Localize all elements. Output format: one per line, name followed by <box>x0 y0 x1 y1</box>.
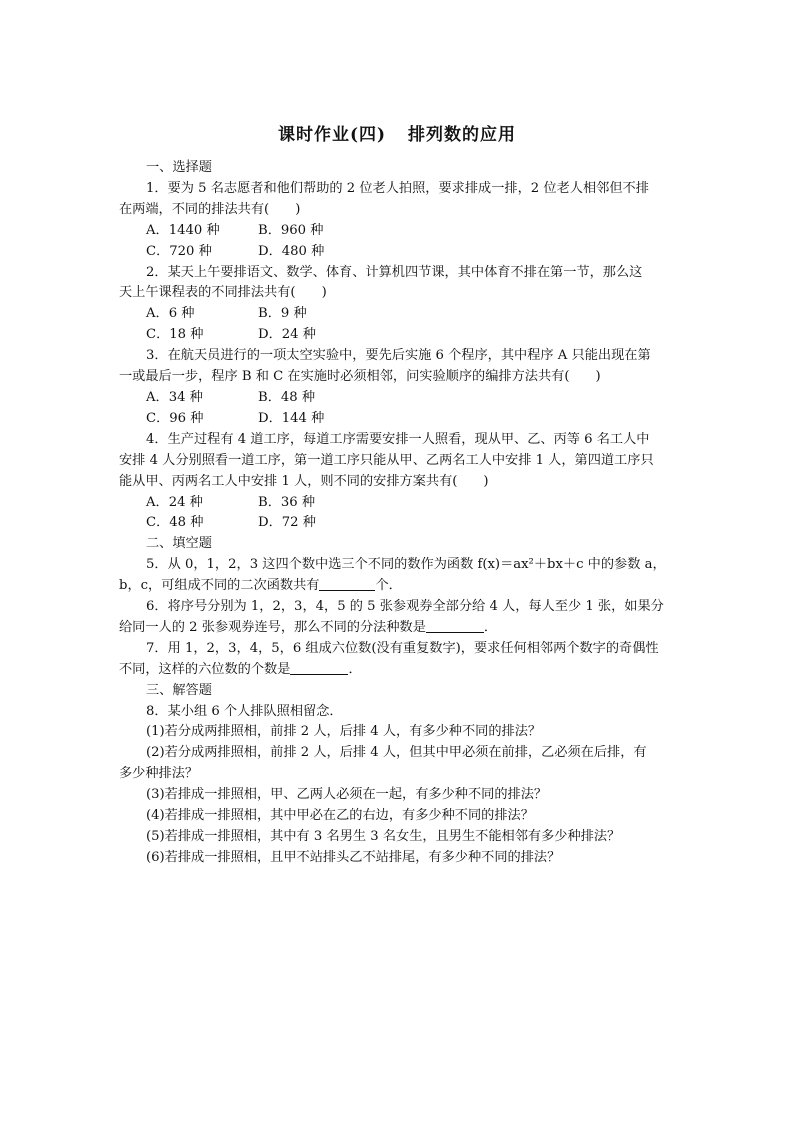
option-c[interactable]: C．18 种 <box>146 327 204 343</box>
sub-question-2: (2)若分成两排照相，前排 2 人，后排 4 人，但其中甲必须在前排，乙必须在后排，有 <box>146 745 647 761</box>
sub-question-2-cont: 多少种排法？ <box>119 766 199 782</box>
option-c[interactable]: C．48 种 <box>146 515 204 531</box>
option-a[interactable]: A．24 种 <box>146 494 203 510</box>
paren-close: ) <box>295 201 301 217</box>
question-text: 2．某天上午要排语文、数学、体育、计算机四节课，其中体育不排在第一节，那么这 <box>146 264 643 280</box>
question-text: 安排 4 人分别照看一道工序，第一道工序只能从甲、乙两名工人中安排 1 人，第四道工序只 <box>119 452 654 468</box>
question-text: 一或最后一步，程序 B 和 C 在实施时必须相邻，问实验顺序的编排方法共有( <box>119 369 570 385</box>
sub-question-3: (3)若排成一排照相，甲、乙两人必须在一起，有多少种不同的排法？ <box>146 787 548 803</box>
option-b[interactable]: B．36 种 <box>258 494 316 510</box>
question-7 <box>119 639 681 681</box>
question-text: 能从甲、丙两名工人中安排 1 人，则不同的安排方案共有( <box>119 473 458 489</box>
question-text: ． <box>483 619 498 635</box>
worksheet-body <box>119 158 681 869</box>
answer-blank[interactable] <box>426 618 484 633</box>
question-text: b，c，可组成不同的二次函数共有 <box>119 578 320 594</box>
option-b[interactable]: B．48 种 <box>258 389 316 405</box>
question-8 <box>119 702 681 869</box>
question-4 <box>119 430 681 535</box>
question-text: 天上午课程表的不同排法共有( <box>119 285 296 301</box>
question-text: 个． <box>375 578 402 594</box>
question-text: 6．将序号分别为 1，2，3，4，5 的 5 张参观券全部分给 4 人，每人至少 1 张，如果分 <box>146 599 664 615</box>
question-1 <box>119 179 681 263</box>
paren-close: ) <box>483 473 489 489</box>
option-a[interactable]: A．34 种 <box>146 389 203 405</box>
sub-question-4: (4)若排成一排照相，其中甲必在乙的右边，有多少种不同的排法？ <box>146 808 534 824</box>
question-text: 3．在航天员进行的一项太空实验中，要先后实施 6 个程序，其中程序 A 只能出现在第 <box>146 348 651 364</box>
question-text: 4．生产过程有 4 道工序，每道工序需要安排一人照看，现从甲、乙、丙等 6 名工人中 <box>146 431 650 447</box>
section-heading-solve: 三、解答题 <box>146 682 212 698</box>
sub-question-6: (6)若排成一排照相，且甲不站排头乙不站排尾，有多少种不同的排法？ <box>146 849 561 865</box>
question-text: 在两端，不同的排法共有( <box>119 201 270 217</box>
option-c[interactable]: C．720 种 <box>146 243 212 259</box>
question-text: 8．某小组 6 个人排队照相留念． <box>146 703 343 719</box>
answer-blank[interactable] <box>290 660 348 675</box>
option-d[interactable]: D．72 种 <box>258 515 316 531</box>
question-text: 5．从 0，1，2，3 这四个数中选三个不同的数作为函数 f(x)＝ax²＋bx＋c 中的参数 a， <box>146 557 666 573</box>
sub-question-5: (5)若排成一排照相，其中有 3 名男生 3 名女生，且男生不能相邻有多少种排法？ <box>146 829 621 844</box>
option-c[interactable]: C．96 种 <box>146 410 204 426</box>
question-text: 1．要为 5 名志愿者和他们帮助的 2 位老人拍照，要求排成一排，2 位老人相邻但不排 <box>146 180 649 196</box>
question-5 <box>119 555 681 597</box>
section-heading-fill: 二、填空题 <box>146 536 212 552</box>
paren-close: ) <box>321 285 327 301</box>
option-d[interactable]: D．24 种 <box>258 327 316 343</box>
option-b[interactable]: B．9 种 <box>258 306 307 322</box>
option-d[interactable]: D．480 种 <box>258 243 325 259</box>
question-6 <box>119 597 681 639</box>
option-d[interactable]: D．144 种 <box>258 410 325 426</box>
title-lesson: 课时作业(四) <box>277 125 387 145</box>
option-b[interactable]: B．960 种 <box>258 222 324 238</box>
question-text: 7．用 1，2，3，4，5，6 组成六位数(没有重复数字)，要求任何相邻两个数字的奇偶性 <box>146 640 659 656</box>
question-text: 不同，这样的六位数的个数是 <box>119 661 291 677</box>
sub-question-1: (1)若分成两排照相，前排 2 人，后排 4 人，有多少种不同的排法？ <box>146 724 542 740</box>
page-title <box>0 120 794 145</box>
question-2 <box>119 263 681 347</box>
title-topic: 排列数的应用 <box>408 125 517 145</box>
section-heading-choice: 一、选择题 <box>146 160 212 175</box>
answer-blank[interactable] <box>319 576 375 591</box>
paren-close: ) <box>595 369 601 385</box>
question-text: ． <box>348 661 362 677</box>
question-text: 给同一人的 2 张参观券连号，那么不同的分法种数是 <box>119 619 426 635</box>
option-a[interactable]: A．6 种 <box>146 306 195 322</box>
question-3 <box>119 346 681 430</box>
option-a[interactable]: A．1440 种 <box>146 222 220 238</box>
